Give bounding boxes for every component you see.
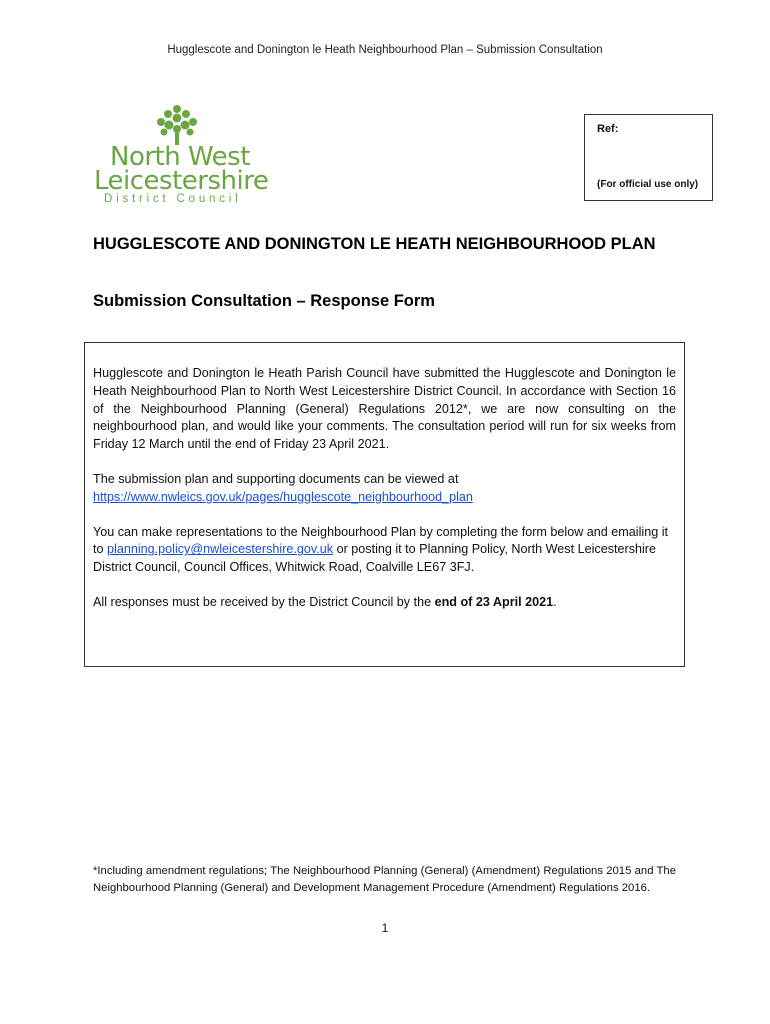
official-ref-box bbox=[584, 114, 713, 201]
representations-text-before: You can make representations to the Neighbourhood Plan by completing the form below and emailing it to bbox=[93, 524, 669, 557]
logo-text-leicestershire: Leicestershire bbox=[94, 166, 269, 196]
deadline-date: end of 23 April 2021 bbox=[434, 594, 554, 609]
logo-text-north-west: North West bbox=[110, 142, 250, 172]
intro-paragraph: Hugglescote and Donington le Heath Parish Council have submitted the Hugglescote and Donington le Heath Neighbourhood Plan to North West Leicestershire District Council. In accordance with Section 16 of the Neighbourhood Planning (General) Regulations 2012*, we are now consulting on the neighbourhood plan, and would like your comments. The consultation period will run for six weeks from Friday 12 March until the end of Friday 23 April 2021. bbox=[93, 366, 676, 452]
representations-paragraph bbox=[93, 524, 676, 577]
deadline-paragraph bbox=[93, 594, 676, 612]
footnote: *Including amendment regulations; The Neighbourhood Planning (General) (Amendment) Regulations 2015 and The Neighbourhood Planning (General) and Development Management Procedure (Amendment) Regulations 2016. bbox=[93, 865, 676, 894]
page-number: 1 bbox=[381, 921, 389, 935]
running-header: Hugglescote and Donington le Heath Neighbourhood Plan – Submission Consultation bbox=[167, 44, 603, 56]
official-use-note: (For official use only) bbox=[597, 179, 699, 190]
plan-documents-link[interactable]: https://www.nwleics.gov.uk/pages/hugglescote_neighbourhood_plan bbox=[93, 489, 473, 504]
tree-icon bbox=[142, 104, 212, 146]
ref-label: Ref: bbox=[597, 123, 619, 135]
council-logo bbox=[92, 104, 292, 204]
documents-paragraph bbox=[93, 471, 676, 507]
consultation-info-box bbox=[84, 342, 685, 667]
deadline-text-after: . bbox=[553, 594, 557, 609]
document-title: HUGGLESCOTE AND DONINGTON LE HEATH NEIGHBOURHOOD PLAN bbox=[93, 235, 656, 253]
planning-email-link[interactable]: planning.policy@nwleicestershire.gov.uk bbox=[107, 542, 334, 557]
document-subtitle: Submission Consultation – Response Form bbox=[93, 292, 435, 310]
deadline-text-before: All responses must be received by the District Council by the bbox=[93, 594, 432, 609]
logo-text-district-council: District Council bbox=[104, 193, 242, 205]
representations-text-after: or posting it to Planning Policy, North West Leicestershire District Council, Council Offices, Whitwick Road, Coalville LE67 3FJ. bbox=[93, 542, 657, 575]
documents-text: The submission plan and supporting documents can be viewed at bbox=[93, 471, 459, 486]
